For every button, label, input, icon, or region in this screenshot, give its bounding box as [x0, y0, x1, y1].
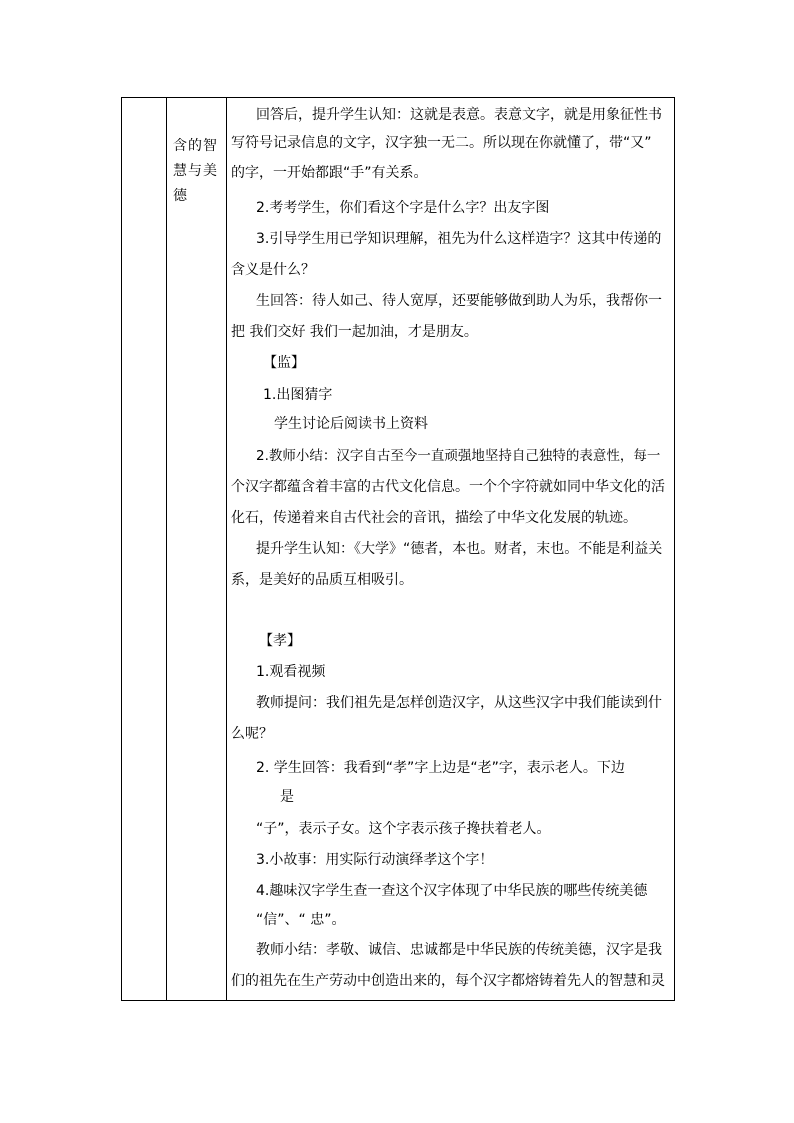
content-line: 化石，传递着来自古代社会的音讯，描绘了中华文化发展的轨迹。: [231, 510, 637, 526]
content-line: 3.引导学生用已学知识理解，祖先为什么这样造字？这其中传递的: [256, 231, 662, 247]
content-line: 个汉字都蕴含着丰富的古代文化信息。一个个字符就如同中华文化的活: [231, 479, 665, 495]
content-line: 教师提问：我们祖先是怎样创造汉字，从这些汉字中我们能读到什: [256, 695, 662, 711]
content-line: 1.观看视频: [256, 664, 326, 680]
content-line: 2. 学生回答：我看到“孝”字上边是“老”字，表示老人。下边: [256, 760, 625, 776]
topic-line: 含的智: [173, 138, 218, 154]
content-line: 教师小结：孝敬、诚信、忠诚都是中华民族的传统美德，汉字是我: [256, 942, 662, 958]
content-line: 写符号记录信息的文字，汉字独一无二。所以现在你就懂了，带“又”: [231, 135, 652, 151]
column-divider-1: [166, 98, 167, 1000]
content-line: 2.教师小结：汉字自古至今一直顽强地坚持自己独特的表意性，每一: [256, 448, 661, 464]
content-line: 们的祖先在生产劳动中创造出来的，每个汉字都熔铸着先人的智慧和灵: [231, 973, 665, 989]
content-line: 学生讨论后阅读书上资料: [274, 416, 428, 432]
content-heading: 【监】: [263, 355, 305, 371]
content-line: 回答后，提升学生认知：这就是表意。表意文字，就是用象征性书: [256, 107, 662, 123]
content-line: 生回答：待人如己、待人宽厚，还要能够做到助人为乐，我帮你一: [256, 293, 662, 309]
content-column: [226, 98, 674, 1000]
content-line: 3.小故事：用实际行动演绎孝这个字！: [256, 852, 494, 868]
content-heading: 【孝】: [259, 633, 301, 649]
content-line: 含义是什么？: [231, 262, 315, 278]
content-line: 4.趣味汉字学生查一查这个汉字体现了中华民族的哪些传统美德: [256, 883, 648, 899]
content-line: “信”、“ 忠”。: [256, 912, 346, 928]
content-line: 2.考考学生，你们看这个字是什么字？出友字图: [256, 200, 550, 216]
content-line: 系，是美好的品质互相吸引。: [231, 572, 413, 588]
topic-line: 慧与美: [173, 163, 218, 179]
content-line: 把 我们交好 我们一起加油，才是朋友。: [231, 324, 478, 340]
content-line: 提升学生认知：《大学》“德者，本也。财者，末也。不能是利益关: [256, 541, 663, 557]
content-line: 的字，一开始都跟“手”有关系。: [231, 165, 428, 181]
lesson-plan-table: [121, 97, 675, 1001]
content-line: 1.出图猜字: [263, 387, 333, 403]
content-line: 是: [280, 789, 294, 805]
content-line: “子”，表示子女。这个字表示孩子搀扶着老人。: [256, 821, 551, 837]
topic-line: 德: [173, 188, 188, 204]
content-line: 么呢？: [231, 726, 273, 742]
